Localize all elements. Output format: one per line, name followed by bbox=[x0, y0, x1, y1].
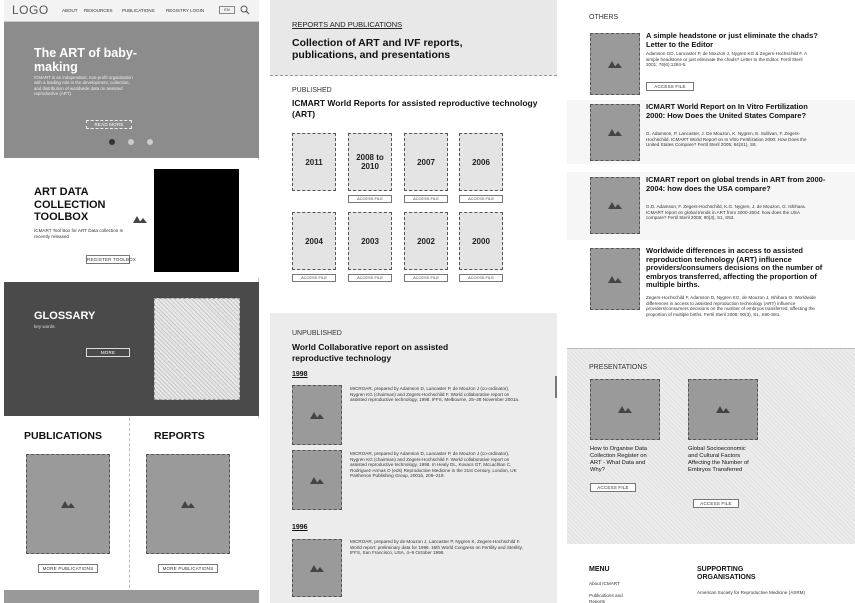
carousel-dot-2[interactable] bbox=[128, 139, 134, 145]
others-image bbox=[590, 33, 640, 95]
image-placeholder-icon bbox=[608, 202, 622, 209]
hero-title: The ART of baby-making bbox=[34, 46, 138, 74]
access-file-button[interactable]: ACCESS FILE bbox=[292, 274, 336, 282]
year-tile-2002[interactable]: 2002 bbox=[404, 212, 448, 270]
glossary-image bbox=[154, 298, 240, 400]
section-title: Collection of ART and IVF reports, publications, and presentations bbox=[292, 37, 463, 61]
toolbox-image-icon bbox=[133, 216, 147, 223]
access-file-button[interactable]: ACCESS FILE bbox=[646, 82, 694, 91]
image-placeholder-icon bbox=[608, 61, 622, 68]
entry-image bbox=[292, 385, 342, 445]
access-file-button[interactable]: ACCESS FILE bbox=[459, 274, 503, 282]
image-placeholder-icon bbox=[716, 406, 730, 413]
access-file-button[interactable]: ACCESS FILE bbox=[404, 274, 448, 282]
footer-supporting-item[interactable]: American Society for Reproductive Medicine (ASRM) bbox=[697, 590, 805, 595]
image-placeholder-icon bbox=[61, 501, 75, 508]
publications-title: PUBLICATIONS bbox=[24, 430, 102, 442]
hero bbox=[4, 22, 259, 158]
year-tile-2003[interactable]: 2003 bbox=[348, 212, 392, 270]
reports-image bbox=[146, 454, 230, 554]
image-placeholder-icon bbox=[310, 477, 324, 484]
access-file-button[interactable]: ACCESS FILE bbox=[693, 499, 739, 508]
others-title: Worldwide differences in access to assisted reproduction technology (ART) influence providers/consumers decisions on the number of embryos transferred, affecting the proportion of multiple births. bbox=[646, 246, 823, 289]
presentation-title: How to Organise Data Collection Register on ART - What Data and Why? bbox=[590, 446, 648, 473]
image-placeholder-icon bbox=[310, 412, 324, 419]
logo[interactable]: LOGO bbox=[12, 3, 49, 17]
presentations-label: PRESENTATIONS bbox=[589, 364, 648, 371]
footer-menu-label: MENU bbox=[589, 566, 610, 573]
nav-about[interactable]: ABOUT bbox=[62, 8, 78, 13]
search-icon[interactable] bbox=[240, 5, 250, 15]
presentation-image bbox=[688, 379, 758, 440]
image-placeholder-icon bbox=[608, 276, 622, 283]
entry-text: MICROAR, prepared by Adamson D, Lancaster P, de Mouzon J (co-ordinator), Nygren KG (chairman) and Zegers-Hochschild F. World collaborative report on assisted reproductive technology, 1998. IFFS, Melbourne, 25–28 November 2001a. bbox=[350, 386, 520, 403]
entry-image bbox=[292, 539, 342, 597]
middle-column bbox=[270, 0, 557, 603]
access-file-button[interactable]: ACCESS FILE bbox=[404, 195, 448, 203]
published-label: PUBLISHED bbox=[292, 87, 332, 94]
year-tile-2008-2010[interactable]: 2008 to 2010 bbox=[348, 133, 392, 191]
others-text: G.D. Adamson, F. Zegers-Hochschild, K.G. Nygren, J. de Mouzon, G. Ishihara. ICMART report on global trends in ART from 2000-2004: how does the USA compare? Fertil Steril 2008; 90(3), S1, S53. bbox=[646, 204, 806, 221]
reports-section bbox=[132, 418, 259, 603]
presentation-image bbox=[590, 379, 660, 440]
entry-year-1996: 1996 bbox=[292, 524, 308, 531]
access-file-button[interactable]: ACCESS FILE bbox=[348, 274, 392, 282]
more-reports-button[interactable]: MORE PUBLICATIONS bbox=[158, 564, 218, 573]
footer-menu-item[interactable]: Publications and Reports bbox=[589, 593, 623, 603]
others-label: OTHERS bbox=[589, 14, 619, 21]
toolbox-text: ICMART Tool Box for ART Data collection is recently released bbox=[34, 228, 123, 239]
presentations-section bbox=[567, 348, 855, 544]
glossary-title: GLOSSARY bbox=[34, 310, 96, 322]
image-placeholder-icon bbox=[310, 565, 324, 572]
access-file-button[interactable]: ACCESS FILE bbox=[590, 483, 636, 492]
year-tile-2004[interactable]: 2004 bbox=[292, 212, 336, 270]
others-image bbox=[590, 248, 640, 310]
language-select[interactable]: EN bbox=[219, 6, 235, 14]
image-placeholder-icon bbox=[608, 129, 622, 136]
glossary-subtitle: key words bbox=[34, 324, 55, 329]
others-text: G. Adamson, P. Lancaster, J. De Mouzon, K. Nygren, E. Sullivan, F. Zegers-Hochschild. ICMART World Report on In Vitro Fertilization 2000: How Does the United States Compare? Fertil Steril 2005; 84(S1), S6. bbox=[646, 131, 807, 148]
toolbox-section bbox=[4, 160, 259, 278]
section-label: REPORTS AND PUBLICATIONS bbox=[292, 20, 403, 29]
entry-text: MICROAR, prepared by Adamson D, Lancaster P, de Mouzon J (co-ordinator), Nygren KG (chairman) and Zegers-Hochschild F. World collaborative report on assisted reproductive technology, 1998. In Healy DL, Kovacs GT, McLachlan C, Rodriguez-Armas O (eds) Reproductive Medicine in the 21st Century, London, UK Parthenon Publishing Group, 2001b, 209–219. bbox=[350, 451, 517, 479]
others-image bbox=[590, 104, 640, 161]
presentation-title: Global Socioeconomic and Cultural Factors Affecting the Number of Embryos Transferred bbox=[688, 446, 749, 473]
hero-text: ICMART is an independent, non-profit organisation with a leading role in the development, collection, and distribution of worldwide data on assisted reproductive (ART) bbox=[34, 75, 133, 97]
toolbox-title: ART DATA COLLECTION TOOLBOX bbox=[34, 186, 106, 223]
others-title: A simple headstone or just eliminate the chads? Letter to the Editor bbox=[646, 31, 818, 49]
scroll-indicator[interactable] bbox=[555, 376, 557, 398]
image-placeholder-icon bbox=[181, 501, 195, 508]
unpublished-title: World Collaborative report on assisted reproductive technology bbox=[292, 342, 449, 363]
year-tile-2000[interactable]: 2000 bbox=[459, 212, 503, 270]
left-column bbox=[4, 0, 259, 603]
publications-section bbox=[4, 418, 130, 603]
entry-text: MICROAR, prepared by de Mouzon J, Lancaster P, Nygren K, Zegers-Hochschild F. World report: preliminary data for 1996. 16th World Congress on Fertility and Sterility, IFFS, San Francisco, USA, 4–9 October 1998. bbox=[350, 539, 523, 556]
image-placeholder-icon bbox=[618, 406, 632, 413]
others-title: ICMART World Report on In Vitro Fertilization 2000: How Does the United States Compare? bbox=[646, 102, 808, 120]
reports-title: REPORTS bbox=[154, 430, 205, 442]
glossary-section bbox=[4, 282, 259, 416]
register-toolbox-button[interactable]: REGISTER TOOLBOX bbox=[87, 257, 137, 262]
published-title: ICMART World Reports for assisted reproductive technology (ART) bbox=[292, 98, 538, 119]
publications-image bbox=[26, 454, 110, 554]
access-file-button[interactable]: ACCESS FILE bbox=[348, 195, 392, 203]
toolbox-image bbox=[154, 169, 239, 272]
reports-header-block bbox=[270, 0, 557, 76]
unpublished-label: UNPUBLISHED bbox=[292, 330, 342, 337]
carousel-dot-3[interactable] bbox=[147, 139, 153, 145]
others-image bbox=[590, 177, 640, 234]
read-more-button[interactable]: READ MORE bbox=[86, 120, 132, 129]
unpublished-block bbox=[270, 313, 557, 603]
others-text: Adamson GD, Lancaster P, de Mouzon J, Nygren KG & Zegers-Hochschild F. A simple headstone or just eliminate the chads? Letter to the Editor. Fertil Steril 2001; 76(6):1284-5. bbox=[646, 51, 807, 68]
entry-image bbox=[292, 450, 342, 510]
access-file-button[interactable]: ACCESS FILE bbox=[459, 195, 503, 203]
nav-publications[interactable]: PUBLICATIONS bbox=[122, 8, 155, 13]
others-title: ICMART report on global trends in ART from 2000-2004: how does the USA compare? bbox=[646, 175, 826, 193]
more-publications-button[interactable]: MORE PUBLICATIONS bbox=[38, 564, 98, 573]
left-footer-bar bbox=[4, 590, 259, 603]
header bbox=[4, 0, 259, 22]
year-tile-2007[interactable]: 2007 bbox=[404, 133, 448, 191]
entry-year-1998: 1998 bbox=[292, 371, 308, 378]
footer bbox=[567, 548, 855, 603]
carousel-dot-1[interactable] bbox=[109, 139, 115, 145]
footer-supporting-label: SUPPORTING ORGANISATIONS bbox=[697, 566, 756, 581]
nav-resources[interactable]: RESOURCES bbox=[84, 8, 113, 13]
year-tile-2011[interactable]: 2011 bbox=[292, 133, 336, 191]
year-tile-2006[interactable]: 2006 bbox=[459, 133, 503, 191]
footer-menu-item[interactable]: About ICMART bbox=[589, 581, 620, 586]
nav-registry-login[interactable]: REGISTRY LOGIN bbox=[166, 8, 205, 13]
right-column bbox=[567, 0, 855, 603]
others-text: Zegers-Hochschild F, Adamson D, Nygren KG, de Mouzon J, Ishihara O. Worldwide differences in access to assisted reproduction technology (ART) influence providers/consumers decisions on the number of embryos transferred, affecting the proportion of multiple births. Fertil Steril 2008; 90(3), S1, S80-S81. bbox=[646, 295, 816, 317]
glossary-more-button[interactable]: MORE bbox=[86, 348, 130, 357]
